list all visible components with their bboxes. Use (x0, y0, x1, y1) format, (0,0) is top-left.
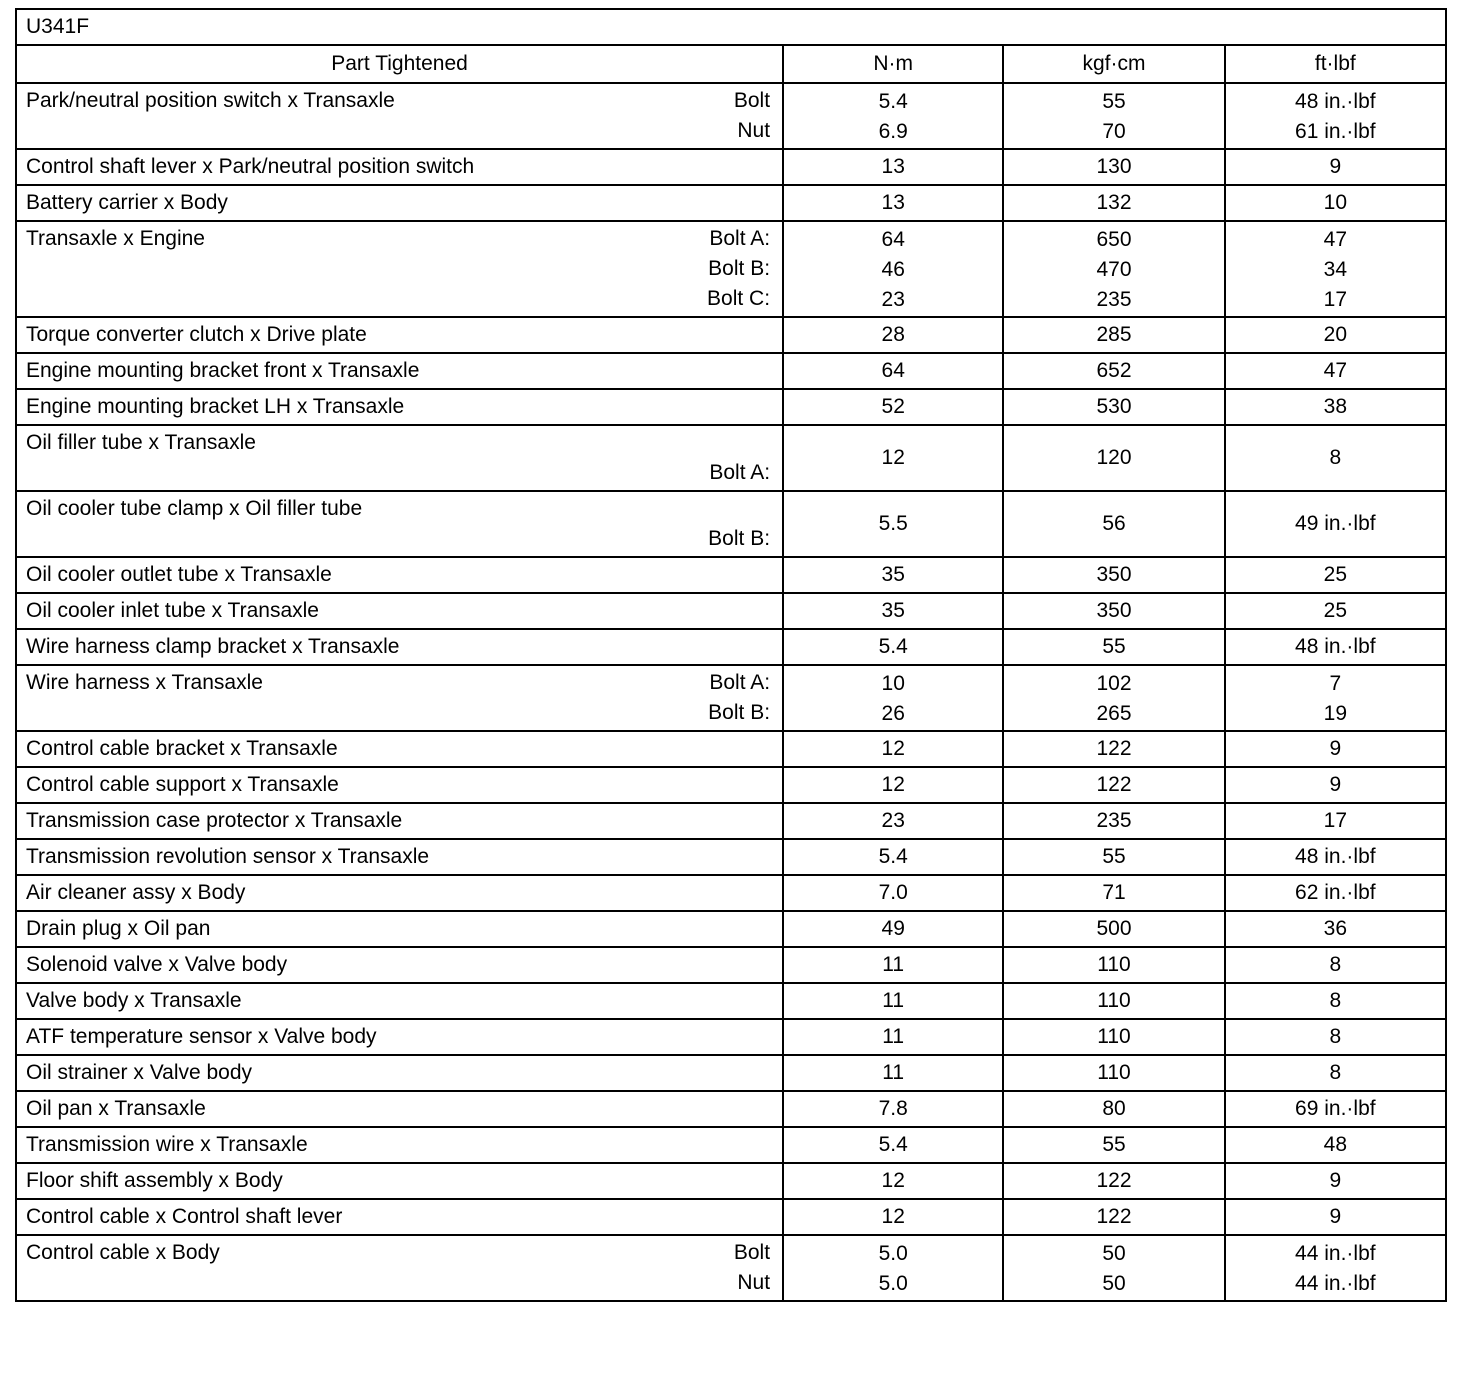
torque-kgf-cm-cell (1003, 665, 1224, 731)
table-row (16, 149, 1446, 185)
torque-ft-lbf-cell (1225, 425, 1446, 491)
torque-nm-cell (783, 491, 1003, 557)
torque-value: 11 (882, 953, 905, 976)
torque-value: 61 in.·lbf (1295, 120, 1376, 143)
part-cell (16, 83, 783, 149)
part-name: Control cable x Control shaft lever (26, 1205, 343, 1228)
torque-value: 23 (881, 288, 905, 311)
torque-value: 55 (1102, 635, 1126, 658)
torque-kgf-cm-cell (1003, 875, 1224, 911)
torque-nm-cell (783, 1091, 1003, 1127)
torque-value: 48 (1323, 1133, 1347, 1156)
torque-value: 12 (881, 773, 905, 796)
torque-ft-lbf-cell (1225, 1091, 1446, 1127)
torque-value: 69 in.·lbf (1295, 1097, 1376, 1120)
torque-value: 122 (1096, 773, 1132, 796)
torque-spec-table (15, 8, 1447, 1302)
table-row (16, 1055, 1446, 1091)
torque-nm-cell (783, 947, 1003, 983)
fastener-label: Bolt C: (707, 287, 771, 310)
torque-kgf-cm-cell (1003, 1127, 1224, 1163)
header-kgf-cm: kgf·cm (1003, 45, 1224, 83)
part-cell (16, 1235, 783, 1301)
torque-kgf-cm-cell (1003, 491, 1224, 557)
torque-ft-lbf-cell (1225, 875, 1446, 911)
torque-ft-lbf-cell (1225, 803, 1446, 839)
torque-value: 9 (1329, 155, 1342, 178)
torque-value: 50 (1102, 1272, 1126, 1295)
torque-nm-cell (783, 1163, 1003, 1199)
torque-value: 5.4 (878, 635, 908, 658)
torque-value: 8 (1329, 1025, 1342, 1048)
torque-value: 5.4 (878, 90, 908, 113)
table-row (16, 1019, 1446, 1055)
torque-kgf-cm-cell (1003, 731, 1224, 767)
torque-nm-cell (783, 425, 1003, 491)
model-title: U341F (16, 9, 1446, 45)
part-name: Wire harness x Transaxle (26, 671, 263, 694)
torque-value: 265 (1096, 702, 1132, 725)
torque-value: 12 (881, 446, 905, 469)
torque-value: 49 in.·lbf (1295, 512, 1376, 535)
part-cell (16, 767, 783, 803)
torque-nm-cell (783, 185, 1003, 221)
fastener-label: Bolt A: (709, 671, 771, 694)
torque-nm-cell (783, 1127, 1003, 1163)
table-row (16, 491, 1446, 557)
torque-value: 8 (1329, 989, 1342, 1012)
torque-nm-cell (783, 1199, 1003, 1235)
torque-value: 25 (1323, 599, 1347, 622)
part-cell (16, 629, 783, 665)
torque-value: 5.5 (878, 512, 908, 535)
torque-nm-cell (783, 911, 1003, 947)
torque-value: 5.0 (878, 1242, 908, 1265)
torque-value: 49 (881, 917, 905, 940)
torque-ft-lbf-cell (1225, 1199, 1446, 1235)
torque-kgf-cm-cell (1003, 149, 1224, 185)
torque-value: 8 (1329, 446, 1342, 469)
torque-value: 8 (1329, 1061, 1342, 1084)
torque-value: 110 (1097, 1061, 1131, 1084)
torque-value: 132 (1096, 191, 1132, 214)
table-row (16, 425, 1446, 491)
header-nm: N·m (783, 45, 1003, 83)
torque-value: 652 (1096, 359, 1132, 382)
table-row (16, 353, 1446, 389)
torque-value: 55 (1102, 90, 1126, 113)
table-row (16, 1163, 1446, 1199)
torque-value: 38 (1323, 395, 1347, 418)
torque-value: 5.4 (878, 1133, 908, 1156)
torque-value: 235 (1096, 809, 1132, 832)
torque-value: 47 (1323, 359, 1347, 382)
torque-value: 5.0 (878, 1272, 908, 1295)
torque-value: 56 (1102, 512, 1126, 535)
torque-value: 285 (1096, 323, 1132, 346)
fastener-list (734, 1238, 770, 1298)
torque-value: 350 (1096, 563, 1132, 586)
torque-value: 120 (1096, 446, 1132, 469)
torque-ft-lbf-cell (1225, 557, 1446, 593)
torque-kgf-cm-cell (1003, 389, 1224, 425)
torque-nm-cell (783, 353, 1003, 389)
part-name: Oil cooler inlet tube x Transaxle (26, 599, 319, 622)
table-row (16, 665, 1446, 731)
torque-value: 47 (1323, 228, 1347, 251)
torque-ft-lbf-cell (1225, 1055, 1446, 1091)
torque-value: 71 (1102, 881, 1126, 904)
table-row (16, 557, 1446, 593)
torque-value: 650 (1096, 228, 1132, 251)
torque-nm-cell (783, 875, 1003, 911)
part-cell (16, 665, 783, 731)
torque-value: 34 (1323, 258, 1347, 281)
part-name: Engine mounting bracket front x Transaxle (26, 359, 420, 382)
torque-value: 23 (881, 809, 905, 832)
torque-value: 11 (882, 989, 905, 1012)
torque-ft-lbf-cell (1225, 221, 1446, 317)
torque-kgf-cm-cell (1003, 353, 1224, 389)
torque-nm-cell (783, 1055, 1003, 1091)
torque-value: 470 (1096, 258, 1132, 281)
torque-value: 20 (1323, 323, 1347, 346)
fastener-label: Bolt (733, 1241, 771, 1264)
torque-nm-cell (783, 629, 1003, 665)
torque-value: 64 (881, 359, 905, 382)
part-cell (16, 491, 783, 557)
table-row (16, 839, 1446, 875)
torque-kgf-cm-cell (1003, 947, 1224, 983)
part-cell (16, 911, 783, 947)
part-name: Wire harness clamp bracket x Transaxle (26, 635, 400, 658)
table-row (16, 1235, 1446, 1301)
part-name: Control shaft lever x Park/neutral position switch (26, 155, 475, 178)
torque-value: 7.8 (878, 1097, 908, 1120)
table-row (16, 767, 1446, 803)
torque-ft-lbf-cell (1225, 665, 1446, 731)
table-row (16, 911, 1446, 947)
part-name: Transaxle x Engine (26, 227, 205, 250)
part-name: Oil pan x Transaxle (26, 1097, 206, 1120)
torque-value: 44 in.·lbf (1295, 1272, 1376, 1295)
part-name: Battery carrier x Body (26, 191, 228, 214)
part-name: Transmission case protector x Transaxle (26, 809, 403, 832)
torque-kgf-cm-cell (1003, 221, 1224, 317)
part-cell (16, 875, 783, 911)
torque-value: 70 (1102, 120, 1126, 143)
fastener-list (707, 224, 770, 314)
torque-kgf-cm-cell (1003, 557, 1224, 593)
table-row (16, 317, 1446, 353)
torque-kgf-cm-cell (1003, 803, 1224, 839)
part-cell (16, 839, 783, 875)
torque-value: 55 (1102, 845, 1126, 868)
table-row (16, 875, 1446, 911)
torque-kgf-cm-cell (1003, 185, 1224, 221)
torque-ft-lbf-cell (1225, 317, 1446, 353)
torque-value: 52 (881, 395, 905, 418)
header-part-tightened: Part Tightened (16, 45, 783, 83)
fastener-label: Bolt B: (708, 527, 771, 550)
fastener-list (734, 86, 770, 146)
torque-value: 13 (881, 191, 905, 214)
table-row (16, 221, 1446, 317)
part-cell (16, 947, 783, 983)
torque-value: 35 (881, 563, 905, 586)
part-cell (16, 1055, 783, 1091)
torque-kgf-cm-cell (1003, 1091, 1224, 1127)
torque-ft-lbf-cell (1225, 1163, 1446, 1199)
torque-value: 500 (1096, 917, 1132, 940)
part-name: Engine mounting bracket LH x Transaxle (26, 395, 405, 418)
table-row (16, 593, 1446, 629)
torque-ft-lbf-cell (1225, 1019, 1446, 1055)
part-cell (16, 353, 783, 389)
part-name: Oil cooler tube clamp x Oil filler tube (26, 497, 363, 520)
part-name: Torque converter clutch x Drive plate (26, 323, 367, 346)
part-name: Control cable support x Transaxle (26, 773, 339, 796)
part-cell (16, 731, 783, 767)
torque-value: 26 (881, 702, 905, 725)
torque-value: 9 (1329, 1169, 1342, 1192)
torque-value: 17 (1323, 809, 1347, 832)
table-row (16, 389, 1446, 425)
torque-value: 235 (1096, 288, 1132, 311)
torque-ft-lbf-cell (1225, 185, 1446, 221)
torque-kgf-cm-cell (1003, 839, 1224, 875)
part-cell (16, 221, 783, 317)
torque-nm-cell (783, 389, 1003, 425)
torque-ft-lbf-cell (1225, 389, 1446, 425)
torque-value: 48 in.·lbf (1295, 845, 1376, 868)
fastener-label: Bolt A: (709, 227, 771, 250)
table-row (16, 1091, 1446, 1127)
part-cell (16, 557, 783, 593)
torque-ft-lbf-cell (1225, 731, 1446, 767)
fastener-list (708, 668, 770, 728)
torque-ft-lbf-cell (1225, 83, 1446, 149)
torque-value: 62 in.·lbf (1295, 881, 1376, 904)
torque-nm-cell (783, 767, 1003, 803)
torque-value: 48 in.·lbf (1295, 635, 1376, 658)
torque-value: 122 (1096, 1205, 1132, 1228)
fastener-list (26, 524, 770, 554)
torque-value: 110 (1097, 953, 1131, 976)
torque-nm-cell (783, 83, 1003, 149)
part-name: Drain plug x Oil pan (26, 917, 211, 940)
torque-kgf-cm-cell (1003, 1055, 1224, 1091)
torque-kgf-cm-cell (1003, 83, 1224, 149)
table-row (16, 1127, 1446, 1163)
torque-kgf-cm-cell (1003, 425, 1224, 491)
fastener-label: Bolt B: (708, 701, 771, 724)
part-name: Control cable x Body (26, 1241, 220, 1264)
torque-value: 122 (1096, 1169, 1132, 1192)
torque-value: 102 (1096, 672, 1132, 695)
torque-value: 5.4 (878, 845, 908, 868)
fastener-label: Nut (737, 119, 771, 142)
torque-kgf-cm-cell (1003, 767, 1224, 803)
torque-kgf-cm-cell (1003, 1199, 1224, 1235)
part-cell (16, 1127, 783, 1163)
fastener-label: Bolt (733, 89, 771, 112)
table-body (16, 83, 1446, 1301)
torque-nm-cell (783, 149, 1003, 185)
torque-nm-cell (783, 731, 1003, 767)
part-cell (16, 1163, 783, 1199)
torque-kgf-cm-cell (1003, 911, 1224, 947)
torque-value: 12 (881, 1169, 905, 1192)
torque-kgf-cm-cell (1003, 593, 1224, 629)
torque-nm-cell (783, 593, 1003, 629)
torque-value: 7 (1329, 672, 1342, 695)
torque-value: 10 (1323, 191, 1347, 214)
torque-ft-lbf-cell (1225, 1127, 1446, 1163)
fastener-list (26, 458, 770, 488)
part-cell (16, 185, 783, 221)
part-cell (16, 317, 783, 353)
torque-value: 19 (1323, 702, 1347, 725)
torque-value: 11 (882, 1025, 905, 1048)
torque-value: 7.0 (878, 881, 908, 904)
part-cell (16, 389, 783, 425)
torque-value: 44 in.·lbf (1295, 1242, 1376, 1265)
torque-value: 110 (1097, 989, 1131, 1012)
torque-kgf-cm-cell (1003, 629, 1224, 665)
part-name: Floor shift assembly x Body (26, 1169, 283, 1192)
torque-value: 12 (881, 1205, 905, 1228)
part-name: Oil filler tube x Transaxle (26, 431, 256, 454)
torque-value: 46 (881, 258, 905, 281)
fastener-label: Nut (737, 1271, 771, 1294)
table-row (16, 983, 1446, 1019)
torque-ft-lbf-cell (1225, 629, 1446, 665)
fastener-label: Bolt A: (709, 461, 771, 484)
part-cell (16, 1091, 783, 1127)
torque-ft-lbf-cell (1225, 983, 1446, 1019)
torque-nm-cell (783, 803, 1003, 839)
torque-value: 6.9 (878, 120, 908, 143)
torque-value: 8 (1329, 953, 1342, 976)
torque-ft-lbf-cell (1225, 353, 1446, 389)
part-cell (16, 149, 783, 185)
part-name: Park/neutral position switch x Transaxle (26, 89, 395, 112)
torque-ft-lbf-cell (1225, 767, 1446, 803)
torque-value: 122 (1096, 737, 1132, 760)
part-name: Transmission wire x Transaxle (26, 1133, 308, 1156)
torque-value: 530 (1096, 395, 1132, 418)
torque-kgf-cm-cell (1003, 1019, 1224, 1055)
torque-value: 64 (881, 228, 905, 251)
torque-value: 25 (1323, 563, 1347, 586)
table-row (16, 947, 1446, 983)
torque-nm-cell (783, 1235, 1003, 1301)
torque-nm-cell (783, 983, 1003, 1019)
part-cell (16, 803, 783, 839)
torque-value: 9 (1329, 773, 1342, 796)
torque-value: 36 (1323, 917, 1347, 940)
torque-nm-cell (783, 665, 1003, 731)
part-cell (16, 1019, 783, 1055)
torque-ft-lbf-cell (1225, 839, 1446, 875)
part-name: ATF temperature sensor x Valve body (26, 1025, 377, 1048)
fastener-label: Bolt B: (708, 257, 771, 280)
part-name: Control cable bracket x Transaxle (26, 737, 338, 760)
torque-value: 50 (1102, 1242, 1126, 1265)
torque-nm-cell (783, 557, 1003, 593)
torque-value: 17 (1323, 288, 1347, 311)
torque-value: 12 (881, 737, 905, 760)
torque-ft-lbf-cell (1225, 149, 1446, 185)
torque-value: 28 (881, 323, 905, 346)
torque-value: 9 (1329, 1205, 1342, 1228)
header-ft-lbf: ft·lbf (1225, 45, 1446, 83)
torque-ft-lbf-cell (1225, 1235, 1446, 1301)
part-name: Transmission revolution sensor x Transaxle (26, 845, 430, 868)
table-row (16, 83, 1446, 149)
table-row (16, 803, 1446, 839)
torque-kgf-cm-cell (1003, 317, 1224, 353)
table-row (16, 731, 1446, 767)
torque-value: 130 (1096, 155, 1132, 178)
torque-value: 110 (1097, 1025, 1131, 1048)
torque-ft-lbf-cell (1225, 593, 1446, 629)
torque-kgf-cm-cell (1003, 1163, 1224, 1199)
torque-value: 10 (881, 672, 905, 695)
part-name: Valve body x Transaxle (26, 989, 242, 1012)
torque-nm-cell (783, 839, 1003, 875)
part-name: Air cleaner assy x Body (26, 881, 246, 904)
part-cell (16, 425, 783, 491)
torque-value: 9 (1329, 737, 1342, 760)
table-row (16, 1199, 1446, 1235)
torque-nm-cell (783, 317, 1003, 353)
torque-kgf-cm-cell (1003, 983, 1224, 1019)
torque-ft-lbf-cell (1225, 947, 1446, 983)
torque-value: 13 (881, 155, 905, 178)
torque-ft-lbf-cell (1225, 911, 1446, 947)
torque-value: 11 (882, 1061, 905, 1084)
table-row (16, 185, 1446, 221)
part-cell (16, 983, 783, 1019)
torque-value: 350 (1096, 599, 1132, 622)
part-name: Oil cooler outlet tube x Transaxle (26, 563, 332, 586)
part-name: Solenoid valve x Valve body (26, 953, 288, 976)
part-cell (16, 1199, 783, 1235)
torque-nm-cell (783, 221, 1003, 317)
part-name: Oil strainer x Valve body (26, 1061, 253, 1084)
torque-value: 35 (881, 599, 905, 622)
torque-value: 55 (1102, 1133, 1126, 1156)
torque-nm-cell (783, 1019, 1003, 1055)
torque-ft-lbf-cell (1225, 491, 1446, 557)
torque-kgf-cm-cell (1003, 1235, 1224, 1301)
torque-value: 80 (1102, 1097, 1126, 1120)
torque-value: 48 in.·lbf (1295, 90, 1376, 113)
part-cell (16, 593, 783, 629)
table-row (16, 629, 1446, 665)
